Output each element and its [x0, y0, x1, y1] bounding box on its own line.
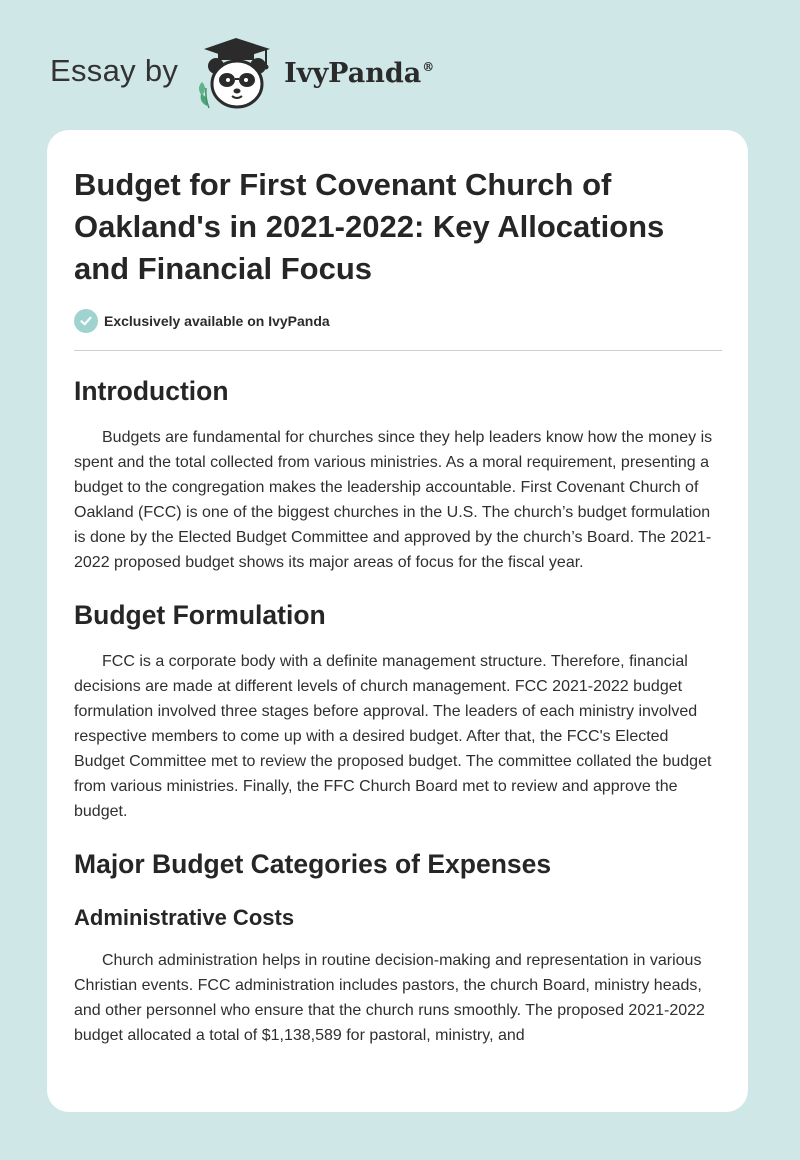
- section-paragraph-administrative-costs: Church administration helps in routine decision-making and representation in various Christian events. FCC administration includes pastors, the church Board, ministry heads, and other personnel who ensure that the church runs smoothly. The proposed 2021-2022 budget allocated a total of $1,138,589 for pastoral, ministry, and: [74, 952, 705, 1044]
- checkmark-icon: [74, 309, 98, 333]
- panda-logo-icon[interactable]: [194, 36, 280, 112]
- page-title: Budget for First Covenant Church of Oakland's in 2021-2022: Key Allocations and Financial Focus: [74, 167, 665, 286]
- exclusive-badge: [74, 308, 722, 334]
- essay-by-label: Essay by: [50, 53, 179, 88]
- exclusive-label: Exclusively available on IvyPanda: [104, 313, 330, 329]
- section-paragraph-introduction: Budgets are fundamental for churches since they help leaders know how the money is spent and the total collected from various ministries. As a moral requirement, presenting a budget to the congregation makes the leadership accountable. First Covenant Church of Oakland (FCC) is one of the biggest churches in the U.S. The church’s budget formulation is done by the Elected Budget Committee and approved by the church’s Board. The 2021-2022 proposed budget shows its major areas of focus for the fiscal year.: [74, 429, 713, 571]
- essay-card: [47, 130, 748, 1112]
- section-heading-major-categories: Major Budget Categories of Expenses: [74, 849, 552, 879]
- brand-header: [50, 36, 434, 112]
- subsection-heading-administrative-costs: Administrative Costs: [74, 905, 295, 930]
- divider: [74, 350, 722, 351]
- section-heading-introduction: Introduction: [74, 376, 229, 406]
- brand-name[interactable]: IvyPanda®: [284, 57, 435, 89]
- section-paragraph-budget-formulation: FCC is a corporate body with a definite management structure. Therefore, financial decisions are made at different levels of church management. FCC 2021-2022 budget formulation involved three stages before approval. The leaders of each ministry involved respective members to come up with a desired budget. After that, the FCC's Elected Budget Committee met to review the proposed budget. The committee collated the budget from various ministries. Finally, the FFC Church Board met to review and approve the budget.: [74, 653, 712, 820]
- section-heading-budget-formulation: Budget Formulation: [74, 600, 326, 630]
